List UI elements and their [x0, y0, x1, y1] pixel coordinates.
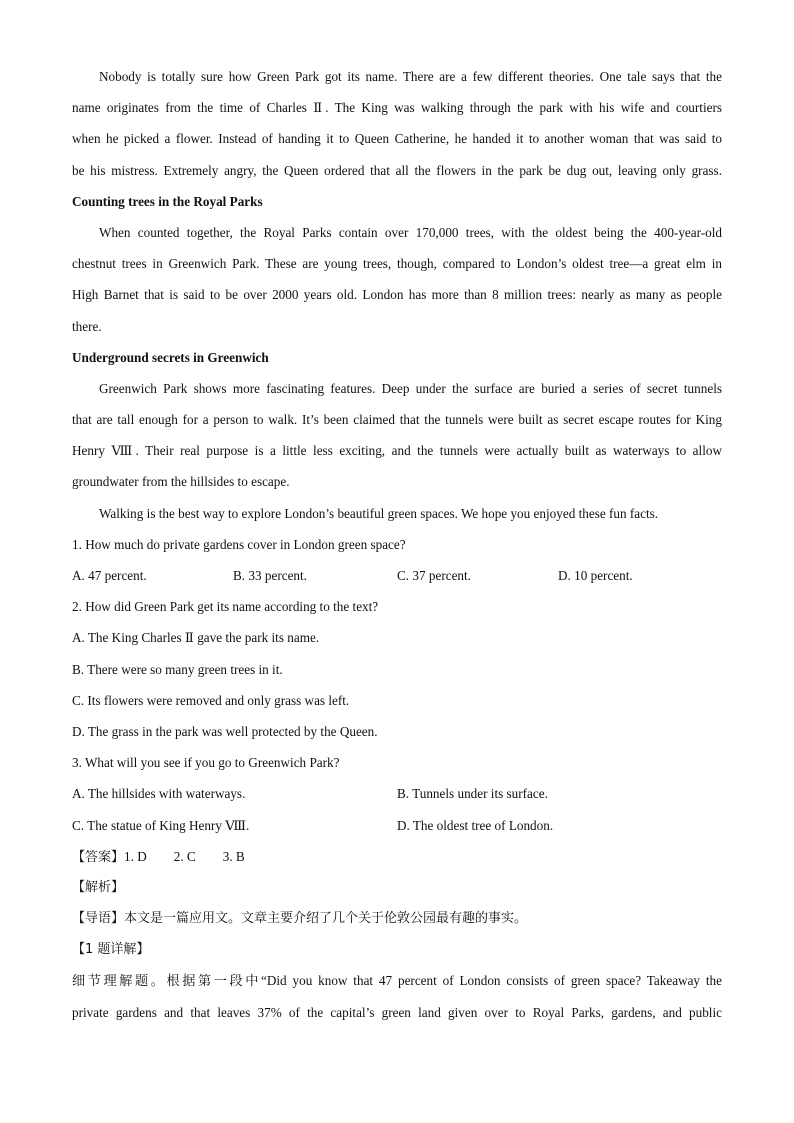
- question-1-options: [72, 560, 722, 591]
- text-line: Greenwich Park shows more fascinating features. Deep under the surface are buried a series of secret tunnels: [99, 380, 722, 396]
- paragraph-greenwich: [72, 373, 722, 498]
- detail-text-line: 细节理解题。根据第一段中“Did you know that 47 percent of London consists of green space? Takeaway the: [72, 973, 722, 989]
- answer-1: 1. D: [124, 848, 147, 864]
- text-line: that are tall enough for a person to walk. It’s been claimed that the tunnels were built as secret escape routes for King: [72, 412, 722, 428]
- question-3-options-row-2: [72, 810, 722, 841]
- question-1-stem: 1. How much do private gardens cover in London green space?: [72, 536, 406, 552]
- question-3-stem: 3. What will you see if you go to Greenwich Park?: [72, 755, 340, 771]
- answer-3: 3. B: [222, 848, 245, 864]
- option-b[interactable]: B. There were so many green trees in it.: [72, 661, 283, 677]
- answer-line: [72, 841, 722, 872]
- question-3-options-row-1: [72, 778, 722, 809]
- analysis-label: 【解析】: [72, 879, 125, 895]
- text-line: Nobody is totally sure how Green Park got its name. There are a few different theories. One tale says that the: [99, 69, 722, 84]
- option-a[interactable]: A. 47 percent.: [72, 568, 147, 583]
- detail-text-line: private gardens and that leaves 37% of the capital’s green land given over to Royal Parks, gardens, and public: [72, 1004, 722, 1020]
- section-heading-greenwich: Underground secrets in Greenwich: [72, 349, 269, 365]
- text-line: chestnut trees in Greenwich Park. These are young trees, though, compared to London’s oldest tree—a great elm in: [72, 256, 722, 272]
- option-b[interactable]: B. Tunnels under its surface.: [397, 786, 548, 802]
- text-line: name originates from the time of Charles Ⅱ. The King was walking through the park with his wife and courtiers: [72, 100, 722, 116]
- text-line: when he picked a flower. Instead of handing it to Queen Catherine, he handed it to another woman that was said to: [72, 131, 722, 147]
- option-c[interactable]: C. 37 percent.: [397, 568, 471, 583]
- option-a[interactable]: A. The King Charles Ⅱ gave the park its name.: [72, 630, 320, 646]
- option-c[interactable]: C. Its flowers were removed and only grass was left.: [72, 692, 350, 708]
- option-b[interactable]: B. 33 percent.: [233, 568, 307, 583]
- detail-label: 【1 题详解】: [72, 942, 150, 958]
- guide-text: 【导语】本文是一篇应用文。文章主要介绍了几个关于伦敦公园最有趣的事实。: [72, 911, 528, 927]
- option-d[interactable]: D. 10 percent.: [558, 568, 633, 583]
- text-line: groundwater from the hillsides to escape.: [72, 474, 290, 490]
- text-line: there.: [72, 318, 102, 334]
- text-line: Henry Ⅷ. Their real purpose is a little less exciting, and the tunnels were actually built as waterways to allow: [72, 443, 722, 459]
- option-a[interactable]: A. The hillsides with waterways.: [72, 786, 246, 802]
- text-line: High Barnet that is said to be over 2000 years old. London has more than 8 million trees: nearly as many as people: [72, 287, 722, 303]
- paragraph-closing: Walking is the best way to explore London’s beautiful green spaces. We hope you enjoyed these fun facts.: [99, 505, 659, 521]
- option-d[interactable]: D. The grass in the park was well protected by the Queen.: [72, 723, 378, 739]
- document-page: [72, 61, 722, 1028]
- answer-label: 【答案】: [72, 849, 125, 865]
- option-d[interactable]: D. The oldest tree of London.: [397, 817, 554, 833]
- paragraph-green-park-name: [72, 61, 722, 186]
- answer-2: 2. C: [173, 848, 196, 864]
- paragraph-trees: [72, 217, 722, 342]
- text-line: be his mistress. Extremely angry, the Queen ordered that all the flowers in the park be dug out, leaving only grass.: [72, 162, 722, 178]
- section-heading-trees: Counting trees in the Royal Parks: [72, 193, 263, 209]
- question-2-stem: 2. How did Green Park get its name according to the text?: [72, 599, 379, 615]
- text-line: When counted together, the Royal Parks contain over 170,000 trees, with the oldest being the 400-year-old: [99, 224, 722, 240]
- option-c[interactable]: C. The statue of King Henry Ⅷ.: [72, 817, 250, 833]
